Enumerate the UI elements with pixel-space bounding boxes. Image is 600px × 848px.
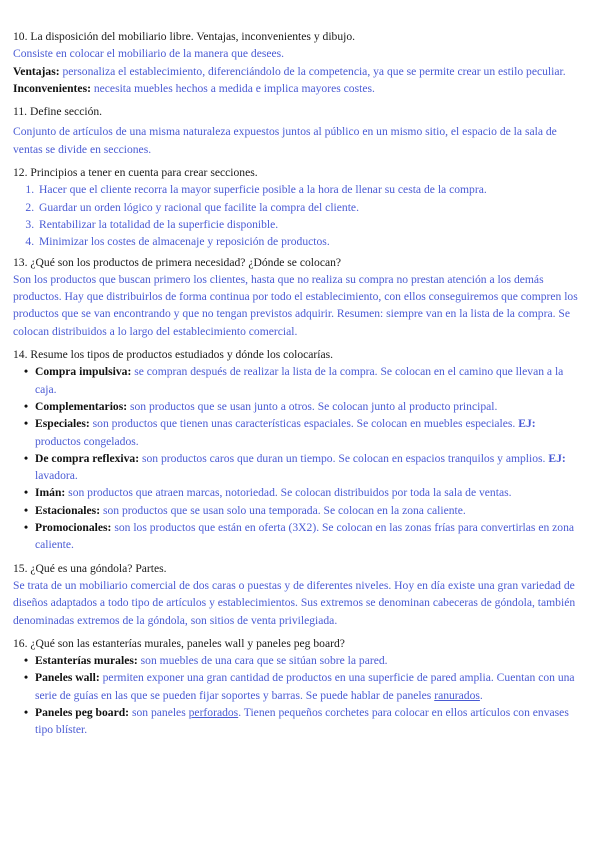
list-item	[35, 669, 583, 704]
item-text: son paneles	[129, 705, 189, 719]
item-text: son muebles de una cara que se sitúan sobre la pared.	[137, 654, 388, 668]
inconvenientes-label: Inconvenientes:	[13, 81, 91, 95]
item-text: se compran después de realizar la lista de la compra. Se colocan en el camino que llevan a la caja.	[35, 365, 564, 396]
principles-list	[13, 181, 583, 250]
list-item	[35, 450, 583, 485]
answer-13: Son los productos que buscan primero los clientes, hasta que no realiza su compra no prestan atención a los demás productos. Hay que distribuirlos de forma continua por todo el establecimiento, con ellos conseguiremos que compren los productos que se van encontrando y que no tengan previstos adquirir. Resumen: siempre van en la lista de la compra. Se colocan distribuidos a lo largo del establecimiento comercial.	[13, 272, 578, 338]
inconvenientes-line	[13, 80, 583, 97]
item-text: son productos que se usan solo una temporada. Se colocan en la zona caliente.	[100, 503, 466, 517]
item-text: son productos caros que duran un tiempo. Se colocan en espacios tranquilos y amplios.	[139, 451, 546, 465]
answer-11: Conjunto de artículos de una misma naturaleza expuestos juntos al público en un mismo sitio, el espacio de la sala de ventas se divide en secciones.	[13, 125, 557, 156]
item-label: Promocionales:	[35, 521, 112, 535]
principle-item: 1. Hacer que el cliente recorra la mayor superficie posible a la hora de llenar su cesta de la compra.	[37, 181, 583, 198]
question-10: 10. La disposición del mobiliario libre. Ventajas, inconvenientes y dibujo.	[13, 30, 356, 43]
item-label: Paneles peg board:	[35, 705, 130, 719]
item-label: Compra impulsiva:	[35, 365, 132, 379]
ventajas-label: Ventajas:	[13, 64, 60, 78]
question-12: 12. Principios a tener en cuenta para crear secciones.	[13, 166, 258, 180]
ventajas-line	[13, 63, 583, 80]
question-14: 14. Resume los tipos de productos estudiados y dónde los colocarías.	[13, 348, 334, 362]
list-item	[35, 415, 583, 450]
item-text: son productos que atraen marcas, notoriedad. Se colocan distribuidos por toda la sala de ventas.	[65, 486, 512, 500]
item-text-end: . Tienen pequeños corchetes para colocar en ellos artículos con envases tipo blíster.	[35, 705, 569, 737]
example-label: EJ:	[515, 417, 536, 431]
list-item	[35, 363, 583, 398]
underlined-term: perforados	[188, 705, 239, 719]
principle-item: 2. Guardar un orden lógico y racional que facilite la compra del cliente.	[37, 199, 583, 216]
shelving-list	[13, 652, 583, 738]
underlined-term: ranurados	[434, 688, 480, 702]
document-page	[13, 28, 583, 739]
item-label: De compra reflexiva:	[35, 451, 140, 465]
list-item	[35, 502, 583, 519]
list-item	[35, 652, 583, 669]
example-text: lavadora.	[35, 469, 78, 483]
ventajas-text: personaliza el establecimiento, diferenciándolo de la competencia, ya que se permite crear un estilo peculiar.	[59, 64, 566, 78]
list-item	[35, 398, 583, 415]
item-label: Complementarios:	[35, 399, 128, 413]
item-label: Especiales:	[35, 417, 90, 431]
example-text: productos congelados.	[35, 434, 139, 448]
question-16: 16. ¿Qué son las estanterías murales, paneles wall y paneles peg board?	[13, 636, 345, 650]
item-text: son productos que se usan junto a otros. Se colocan junto al producto principal.	[127, 399, 498, 413]
answer-10: Consiste en colocar el mobiliario de la manera que desees.	[13, 47, 285, 61]
list-item	[35, 484, 583, 501]
list-item	[35, 519, 583, 554]
item-text: son productos que tienen unas características espaciales. Se colocan en muebles especiales.	[89, 417, 516, 431]
inconvenientes-text: necesita muebles hechos a medida e implica mayores costes.	[90, 81, 375, 95]
item-text: permiten exponer una gran cantidad de productos en una superficie de pared amplia. Cuentan con una serie de guías en las que se pueden fijar soportes y barras. Se puede hablar de paneles	[35, 671, 575, 702]
principle-item: 3. Rentabilizar la totalidad de la superficie disponible.	[37, 216, 583, 233]
item-text: son los productos que están en oferta (3X2). Se colocan en las zonas frías para convertirlas en zona caliente.	[35, 521, 575, 552]
item-label: Imán:	[35, 486, 66, 500]
list-item	[35, 704, 583, 739]
question-11: 11. Define sección.	[13, 105, 103, 119]
product-types-list	[13, 363, 583, 553]
item-label: Estanterías murales:	[35, 654, 138, 668]
question-15: 15. ¿Qué es una góndola? Partes.	[13, 561, 167, 575]
question-13: 13. ¿Qué son los productos de primera necesidad? ¿Dónde se colocan?	[13, 255, 342, 269]
item-label: Paneles wall:	[35, 671, 100, 685]
answer-15: Se trata de un mobiliario comercial de dos caras o puestas y de diferentes niveles. Hoy en día existe una gran variedad de diseños adaptados a todo tipo de artículos y establecimientos. Sus extremos se denominan cabeceras de góndola, también denominadas extremos de la góndola, son sitios de venta privilegiada.	[13, 578, 576, 627]
example-label: EJ:	[545, 451, 566, 465]
principle-item: 4. Minimizar los costes de almacenaje y reposición de productos.	[37, 233, 583, 250]
item-text-end: .	[479, 688, 483, 702]
item-label: Estacionales:	[35, 503, 101, 517]
